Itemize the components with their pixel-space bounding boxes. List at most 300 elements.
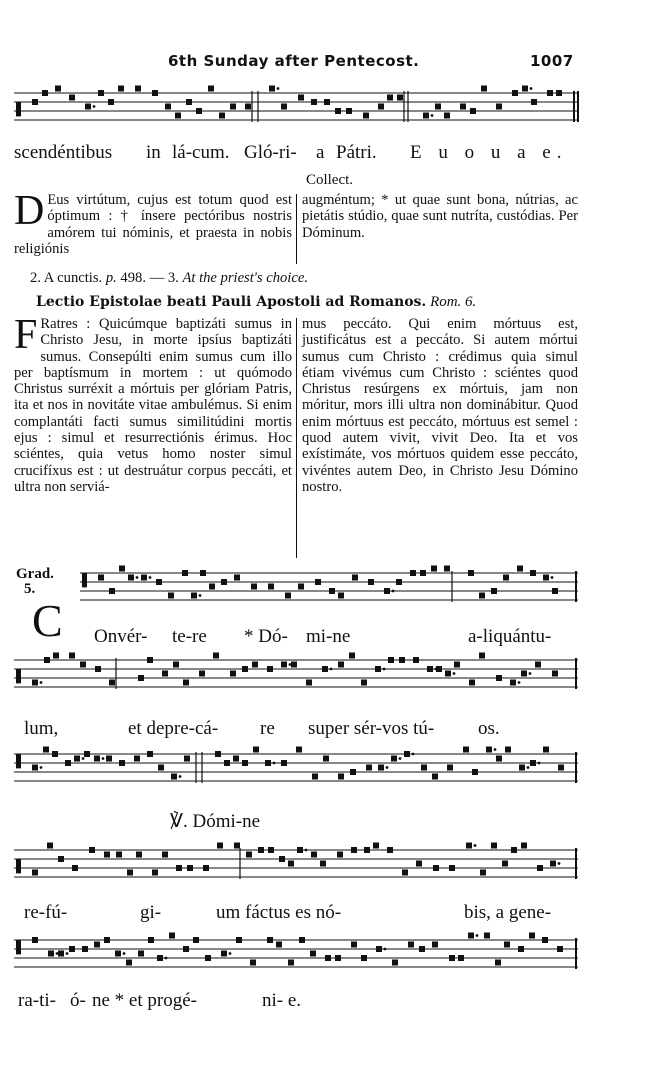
neume-note — [505, 747, 511, 753]
neume-note — [267, 666, 273, 672]
neume-note — [552, 671, 558, 677]
neume-dot — [136, 576, 139, 579]
neume-note — [329, 588, 335, 594]
neume-note — [338, 662, 344, 668]
neume-note — [419, 946, 425, 952]
neume-note — [193, 937, 199, 943]
neume-note — [496, 756, 502, 762]
neume-note — [152, 870, 158, 876]
neume-note — [298, 95, 304, 101]
chant-top-lyric-5: a — [316, 142, 325, 163]
neume-note — [74, 756, 80, 762]
collect-left-column — [14, 188, 292, 257]
neume-note — [265, 760, 271, 766]
epistle-divider — [296, 318, 297, 558]
neume-note — [518, 946, 524, 952]
gradual-l4-1: re-fú- — [24, 902, 68, 923]
neume-note — [162, 852, 168, 858]
neume-note — [463, 747, 469, 753]
neume-note — [472, 769, 478, 775]
neume-note — [322, 666, 328, 672]
epistle-heading-main: Lectio Epistolae beati Pauli Apostoli ad Romanos. — [36, 294, 427, 310]
neume-note — [32, 680, 38, 686]
neume-note — [141, 575, 147, 581]
neume-note — [458, 955, 464, 961]
neume-note — [556, 90, 562, 96]
neume-note — [98, 90, 104, 96]
neume-note — [217, 843, 223, 849]
neume-note — [276, 942, 282, 948]
neume-note — [521, 843, 527, 849]
neume-dot — [527, 766, 530, 769]
neume-note — [32, 99, 38, 105]
neume-note — [234, 843, 240, 849]
neume-dot — [538, 762, 541, 765]
neume-note — [104, 937, 110, 943]
collect-divider — [296, 194, 297, 264]
neume-note — [388, 657, 394, 663]
neume-note — [312, 774, 318, 780]
gradual-l1-1: Onvér- — [94, 626, 148, 647]
neume-dot — [66, 952, 69, 955]
commemoration-text-3: 498. — 3. — [120, 270, 179, 286]
neume-note — [118, 86, 124, 92]
neume-note — [219, 113, 225, 119]
neume-note — [368, 579, 374, 585]
neume-note — [449, 865, 455, 871]
neume-note — [352, 575, 358, 581]
neume-dot — [453, 672, 456, 675]
neume-note — [85, 104, 91, 110]
gradual-l1-4: mi-ne — [306, 626, 351, 647]
chant-top-lyric-4: Gló-ri- — [244, 142, 297, 163]
gradual-label — [16, 567, 54, 597]
neume-note — [115, 951, 121, 957]
neume-note — [126, 960, 132, 966]
neume-note — [351, 847, 357, 853]
page-number: 1007 — [530, 52, 574, 70]
gradual-l4-4: bis, a gene- — [464, 902, 552, 923]
neume-note — [306, 680, 312, 686]
gradual-l2-3: re — [260, 718, 275, 739]
neume-note — [504, 942, 510, 948]
neume-note — [268, 847, 274, 853]
neume-note — [479, 593, 485, 599]
neume-note — [47, 843, 53, 849]
neume-note — [106, 756, 112, 762]
neume-note — [134, 756, 140, 762]
neume-note — [58, 951, 64, 957]
neume-note — [529, 933, 535, 939]
neume-dot — [199, 594, 202, 597]
neume-note — [65, 760, 71, 766]
neume-note — [511, 847, 517, 853]
neume-note — [94, 942, 100, 948]
neume-note — [547, 90, 553, 96]
neume-note — [392, 960, 398, 966]
gradual-l4-2: gi- — [140, 902, 162, 923]
neume-dot — [386, 766, 389, 769]
clef-mark — [16, 859, 21, 873]
gradual-l5-3: ne * et progé- — [92, 990, 197, 1011]
neume-note — [250, 960, 256, 966]
neume-note — [311, 99, 317, 105]
neume-note — [521, 671, 527, 677]
neume-note — [242, 666, 248, 672]
neume-note — [296, 747, 302, 753]
neume-note — [52, 751, 58, 757]
neume-note — [531, 99, 537, 105]
neume-note — [251, 584, 257, 590]
neume-note — [375, 666, 381, 672]
neume-note — [552, 588, 558, 594]
neume-note — [366, 765, 372, 771]
versicle-symbol: ℣. — [170, 811, 188, 832]
neume-note — [119, 566, 125, 572]
neume-note — [503, 575, 509, 581]
neume-note — [182, 570, 188, 576]
neume-dot — [384, 948, 387, 951]
neume-note — [213, 653, 219, 659]
neume-note — [420, 570, 426, 576]
neume-note — [98, 575, 104, 581]
neume-note — [173, 662, 179, 668]
neume-note — [58, 856, 64, 862]
neume-note — [432, 942, 438, 948]
neume-note — [148, 937, 154, 943]
neume-note — [460, 104, 466, 110]
neume-note — [230, 104, 236, 110]
neume-note — [311, 852, 317, 858]
neume-dot — [40, 766, 43, 769]
neume-note — [138, 951, 144, 957]
neume-note — [421, 765, 427, 771]
gradual-l5-1: ra-ti- — [18, 990, 56, 1011]
neume-note — [335, 108, 341, 114]
epistle-heading — [36, 294, 476, 311]
neume-note — [449, 955, 455, 961]
neume-note — [171, 774, 177, 780]
neume-note — [221, 579, 227, 585]
neume-dot — [179, 775, 182, 778]
gradual-l4-3: um fáctus es nó- — [216, 902, 342, 923]
neume-note — [175, 113, 181, 119]
neume-note — [413, 657, 419, 663]
neume-note — [351, 942, 357, 948]
neume-note — [44, 657, 50, 663]
neume-note — [72, 865, 78, 871]
neume-note — [187, 865, 193, 871]
neume-note — [258, 847, 264, 853]
neume-note — [384, 588, 390, 594]
neume-note — [543, 575, 549, 581]
neume-note — [269, 86, 275, 92]
neume-note — [205, 955, 211, 961]
neume-note — [479, 653, 485, 659]
neume-dot — [399, 757, 402, 760]
epistle-right-text: mus peccáto. Qui enim mórtuus est, justificátus est a peccáto. Si autem mórtui sumus cum Christo : crédimus quia simul étiam vivémus cum Christo : sciéntes quod Christus resúrgens ex mórtuis, jam non móritur, mors illi ultra non dominábitur. Quod enim mórtuus est peccáto, mórtuus est semel : quod autem vivit, vivit Deo. Ita et vos exístimáte, vos mórtuos quidem esse peccáto, vivéntes autem Deo, in Christo Jesu Dómino nostro. — [302, 316, 578, 495]
neume-note — [281, 760, 287, 766]
neume-note — [32, 937, 38, 943]
chant-top-lyric-3: lá-cum. — [172, 142, 230, 163]
neume-note — [391, 756, 397, 762]
neume-note — [80, 662, 86, 668]
neume-note — [253, 747, 259, 753]
neume-note — [537, 865, 543, 871]
neume-note — [315, 579, 321, 585]
neume-note — [486, 747, 492, 753]
neume-note — [55, 86, 61, 92]
neume-note — [288, 960, 294, 966]
commemoration-text-2: p. — [105, 270, 117, 286]
neume-note — [69, 653, 75, 659]
clef-mark — [16, 102, 21, 116]
neume-note — [268, 584, 274, 590]
neume-note — [158, 765, 164, 771]
neume-note — [169, 933, 175, 939]
neume-note — [337, 852, 343, 858]
neume-note — [378, 765, 384, 771]
neume-note — [363, 113, 369, 119]
neume-dot — [165, 957, 168, 960]
neume-note — [298, 584, 304, 590]
clef-mark — [16, 754, 21, 768]
neume-note — [95, 666, 101, 672]
neume-note — [408, 942, 414, 948]
neume-dot — [102, 757, 105, 760]
neume-dot — [494, 748, 497, 751]
neume-note — [387, 95, 393, 101]
neume-note — [147, 657, 153, 663]
neume-note — [299, 937, 305, 943]
neume-dot — [392, 590, 395, 593]
neume-dot — [551, 576, 554, 579]
neume-note — [267, 937, 273, 943]
neume-note — [484, 933, 490, 939]
neume-note — [557, 946, 563, 952]
neume-note — [157, 955, 163, 961]
neume-note — [469, 680, 475, 686]
neume-note — [338, 774, 344, 780]
neume-note — [436, 666, 442, 672]
neume-note — [454, 662, 460, 668]
neume-note — [435, 104, 441, 110]
gradual-label-1: Grad. — [16, 566, 54, 582]
neume-note — [364, 847, 370, 853]
neume-note — [291, 662, 297, 668]
neume-dot — [56, 952, 59, 955]
gradual-l3 — [170, 810, 260, 833]
neume-dot — [229, 952, 232, 955]
neume-dot — [412, 753, 415, 756]
neume-note — [84, 751, 90, 757]
neume-dot — [383, 668, 386, 671]
neume-note — [402, 870, 408, 876]
neume-note — [399, 657, 405, 663]
clef-mark — [82, 573, 87, 587]
neume-note — [466, 843, 472, 849]
neume-dot — [277, 87, 280, 90]
neume-note — [183, 946, 189, 952]
neume-dot — [93, 105, 96, 108]
clef-mark — [16, 669, 21, 683]
neume-note — [468, 570, 474, 576]
neume-note — [530, 760, 536, 766]
gradual-l5-2: ó- — [70, 990, 86, 1011]
chant-top-lyric-1: scendéntibus — [14, 142, 113, 163]
neume-note — [209, 584, 215, 590]
neume-note — [245, 104, 251, 110]
neume-note — [165, 104, 171, 110]
epistle-initial: F — [14, 312, 38, 358]
neume-note — [43, 747, 49, 753]
gradual-l1-3: * Dó- — [244, 626, 288, 647]
neume-note — [480, 870, 486, 876]
neume-note — [69, 95, 75, 101]
neume-note — [233, 756, 239, 762]
neume-note — [496, 104, 502, 110]
neume-note — [323, 756, 329, 762]
gradual-l5-4: ni- e. — [262, 990, 302, 1011]
neume-note — [32, 765, 38, 771]
collect-heading: Collect. — [305, 172, 354, 188]
neume-dot — [123, 952, 126, 955]
clef-mark — [16, 940, 21, 954]
chant-top-lyric-6: Pátri. — [336, 142, 377, 163]
neume-note — [325, 955, 331, 961]
neume-note — [346, 108, 352, 114]
gradual-l2-5: os. — [478, 718, 500, 739]
neume-note — [224, 760, 230, 766]
neume-note — [184, 756, 190, 762]
neume-note — [147, 751, 153, 757]
neume-note — [432, 774, 438, 780]
gradual-l2-2: et depre-cá- — [128, 718, 219, 739]
neume-note — [491, 588, 497, 594]
neume-note — [387, 847, 393, 853]
collect-left-text: Eus virtútum, cujus est totum quod est óptimum : † ínsere pectóribus nostris amórem tui nóminis, et praesta in nobis religiónis — [14, 192, 292, 257]
neume-note — [324, 99, 330, 105]
neume-note — [234, 575, 240, 581]
neume-note — [397, 95, 403, 101]
neume-note — [196, 108, 202, 114]
neume-dot — [149, 576, 152, 579]
gradual-l1-5: a-liquántu- — [468, 626, 552, 647]
neume-note — [530, 570, 536, 576]
neume-note — [203, 865, 209, 871]
neume-note — [431, 566, 437, 572]
neume-note — [42, 90, 48, 96]
neume-note — [320, 861, 326, 867]
neume-note — [522, 86, 528, 92]
neume-note — [550, 861, 556, 867]
commemoration-text-4: At the priest's choice. — [182, 270, 308, 286]
neume-note — [168, 593, 174, 599]
neume-note — [186, 99, 192, 105]
neume-note — [338, 593, 344, 599]
neume-note — [89, 847, 95, 853]
neume-note — [510, 680, 516, 686]
gradual-l1-2: te-re — [172, 626, 207, 647]
neume-note — [162, 671, 168, 677]
neume-note — [191, 593, 197, 599]
neume-note — [361, 955, 367, 961]
neume-note — [94, 756, 100, 762]
neume-note — [470, 108, 476, 114]
chant-top-lyric-7: E u o u a e. — [410, 142, 568, 163]
neume-note — [48, 951, 54, 957]
neume-note — [285, 593, 291, 599]
neume-note — [542, 937, 548, 943]
neume-note — [104, 852, 110, 858]
gradual-l3-1: Dómi-ne — [192, 811, 261, 832]
collect-initial: D — [14, 188, 45, 234]
neume-note — [310, 951, 316, 957]
neume-note — [491, 843, 497, 849]
neume-note — [376, 946, 382, 952]
neume-note — [496, 675, 502, 681]
commemoration-text-1: 2. A cunctis. — [30, 270, 103, 286]
neume-note — [119, 760, 125, 766]
neume-note — [297, 847, 303, 853]
neume-note — [53, 653, 59, 659]
gradual-l2-4: super sér-vos tú- — [308, 718, 435, 739]
neume-note — [246, 852, 252, 858]
neume-note — [416, 861, 422, 867]
neume-note — [543, 747, 549, 753]
neume-note — [135, 86, 141, 92]
gradual-label-2: 5. — [24, 581, 36, 597]
neume-note — [281, 104, 287, 110]
neume-note — [208, 86, 214, 92]
neume-dot — [474, 844, 477, 847]
neume-dot — [330, 668, 333, 671]
neume-note — [288, 861, 294, 867]
neume-dot — [476, 934, 479, 937]
neume-note — [512, 90, 518, 96]
neume-note — [495, 960, 501, 966]
gradual-l2-1: lum, — [24, 718, 59, 739]
neume-note — [152, 90, 158, 96]
neume-note — [378, 104, 384, 110]
neume-note — [423, 113, 429, 119]
neume-note — [350, 769, 356, 775]
neume-note — [558, 765, 564, 771]
neume-dot — [529, 672, 532, 675]
neume-note — [447, 765, 453, 771]
neume-note — [156, 579, 162, 585]
neume-note — [519, 765, 525, 771]
neume-note — [445, 671, 451, 677]
neume-dot — [431, 114, 434, 117]
neume-note — [242, 760, 248, 766]
neume-note — [136, 852, 142, 858]
neume-note — [279, 856, 285, 862]
neume-note — [468, 933, 474, 939]
neume-note — [199, 671, 205, 677]
commemoration-line — [30, 270, 308, 287]
neume-note — [281, 662, 287, 668]
neume-dot — [530, 87, 533, 90]
neume-note — [502, 861, 508, 867]
neume-dot — [289, 663, 292, 666]
running-title: 6th Sunday after Pentecost. — [168, 52, 420, 70]
epistle-left-text: Ratres : Quicúmque baptizáti sumus in Christo Jesu, in morte ipsíus baptizáti sumus. Consepúlti enim sumus cum illo per baptísmum in mortem : ut quómodo Christus surréxit a mórtuis per glóriam Patris, ita et nos in novitáte vitae ambulémus. Si enim complantáti facti sumus similitúdini mortis ejus : simul et resurrectiónis érimus. Hoc sciéntes, quia vetus homo noster simul crucifíxus est : ut destruátur corpus peccáti, et ultra non serviá- — [14, 316, 292, 495]
neume-note — [335, 955, 341, 961]
neume-note — [127, 870, 133, 876]
neume-note — [32, 870, 38, 876]
neume-note — [138, 675, 144, 681]
